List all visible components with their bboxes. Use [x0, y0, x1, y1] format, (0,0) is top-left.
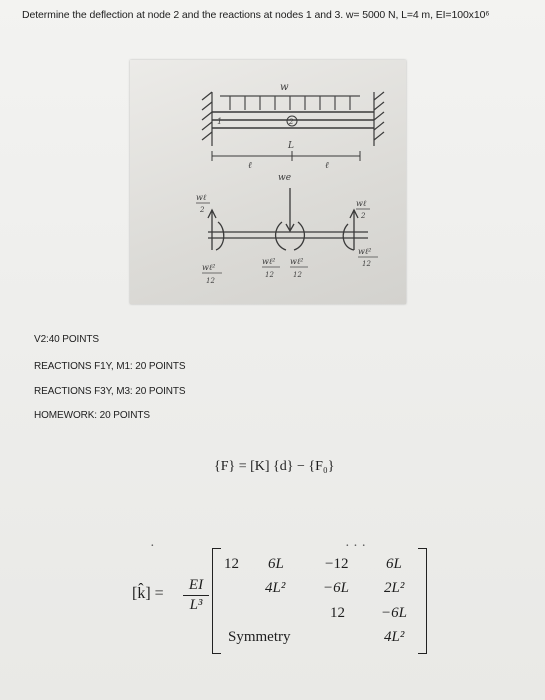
stiffness-factor	[183, 577, 209, 614]
left-reaction-den: 2	[200, 206, 205, 214]
matrix-left-bracket	[212, 548, 221, 654]
center-load-label: we	[278, 173, 292, 183]
mid-moment-2-den: 12	[293, 271, 302, 279]
right-reaction-den: 2	[361, 212, 366, 220]
left-moment-den: 12	[206, 277, 215, 285]
left-reaction-num: wℓ	[196, 193, 207, 202]
matrix-r3c3: 12	[330, 605, 345, 621]
node-2-label: 2	[289, 118, 294, 126]
factor-numerator: EI	[183, 577, 209, 596]
matrix-r1c1: 12	[224, 556, 239, 572]
stiffness-lhs: [k̂] =	[132, 585, 164, 602]
points-line-4: HOMEWORK: 20 POINTS	[34, 410, 150, 421]
right-moment-den: 12	[362, 260, 371, 268]
distributed-load-arrows	[220, 96, 360, 110]
factor-denominator: L³	[189, 597, 203, 613]
right-half-label: ℓ	[325, 161, 329, 171]
matrix-r2c4: 2L²	[384, 580, 405, 596]
right-moment-num: wℓ²	[358, 247, 372, 256]
span-label: L	[288, 141, 294, 151]
mid-moment-2-num: wℓ²	[290, 257, 304, 266]
scan-dot: ·	[150, 539, 155, 554]
beam-sketch-drawing	[130, 60, 406, 304]
right-wall-support	[374, 92, 384, 146]
points-line-1: V2:40 POINTS	[34, 334, 99, 345]
points-line-3: REACTIONS F3Y, M3: 20 POINTS	[34, 386, 186, 397]
left-half-label: ℓ	[248, 161, 252, 171]
matrix-r1c3: −12	[325, 556, 349, 572]
left-wall-support	[202, 92, 212, 146]
mid-moment-1-num: wℓ²	[262, 257, 276, 266]
points-line-2: REACTIONS F1Y, M1: 20 POINTS	[34, 361, 186, 372]
sketch-w-label: w	[280, 82, 289, 93]
dimension-line	[212, 151, 360, 161]
left-moment-num: wℓ²	[202, 263, 216, 272]
matrix-r2c3: −6L	[323, 580, 349, 596]
matrix-r3c4: −6L	[381, 605, 407, 621]
matrix-r1c4: 6L	[386, 556, 402, 572]
beam-sketch-photo	[130, 60, 406, 304]
matrix-r4c4: 4L²	[384, 629, 405, 645]
force-equation: {F} = [K] {d} − {F₀}	[214, 459, 335, 474]
matrix-r1c2: 6L	[268, 556, 284, 572]
matrix-symmetry-label: Symmetry	[228, 629, 291, 645]
fbd-beam	[208, 188, 368, 250]
mid-moment-1-den: 12	[265, 271, 274, 279]
node-1-label: 1	[217, 117, 223, 126]
scan-dots: · · ·	[345, 539, 366, 554]
right-reaction-num: wℓ	[356, 199, 367, 208]
matrix-r2c2: 4L²	[265, 580, 286, 596]
matrix-right-bracket	[418, 548, 427, 654]
question-text: Determine the deflection at node 2 and the reactions at nodes 1 and 3. w= 5000 N, L=4 m, EI=100x10⁶	[22, 9, 490, 21]
